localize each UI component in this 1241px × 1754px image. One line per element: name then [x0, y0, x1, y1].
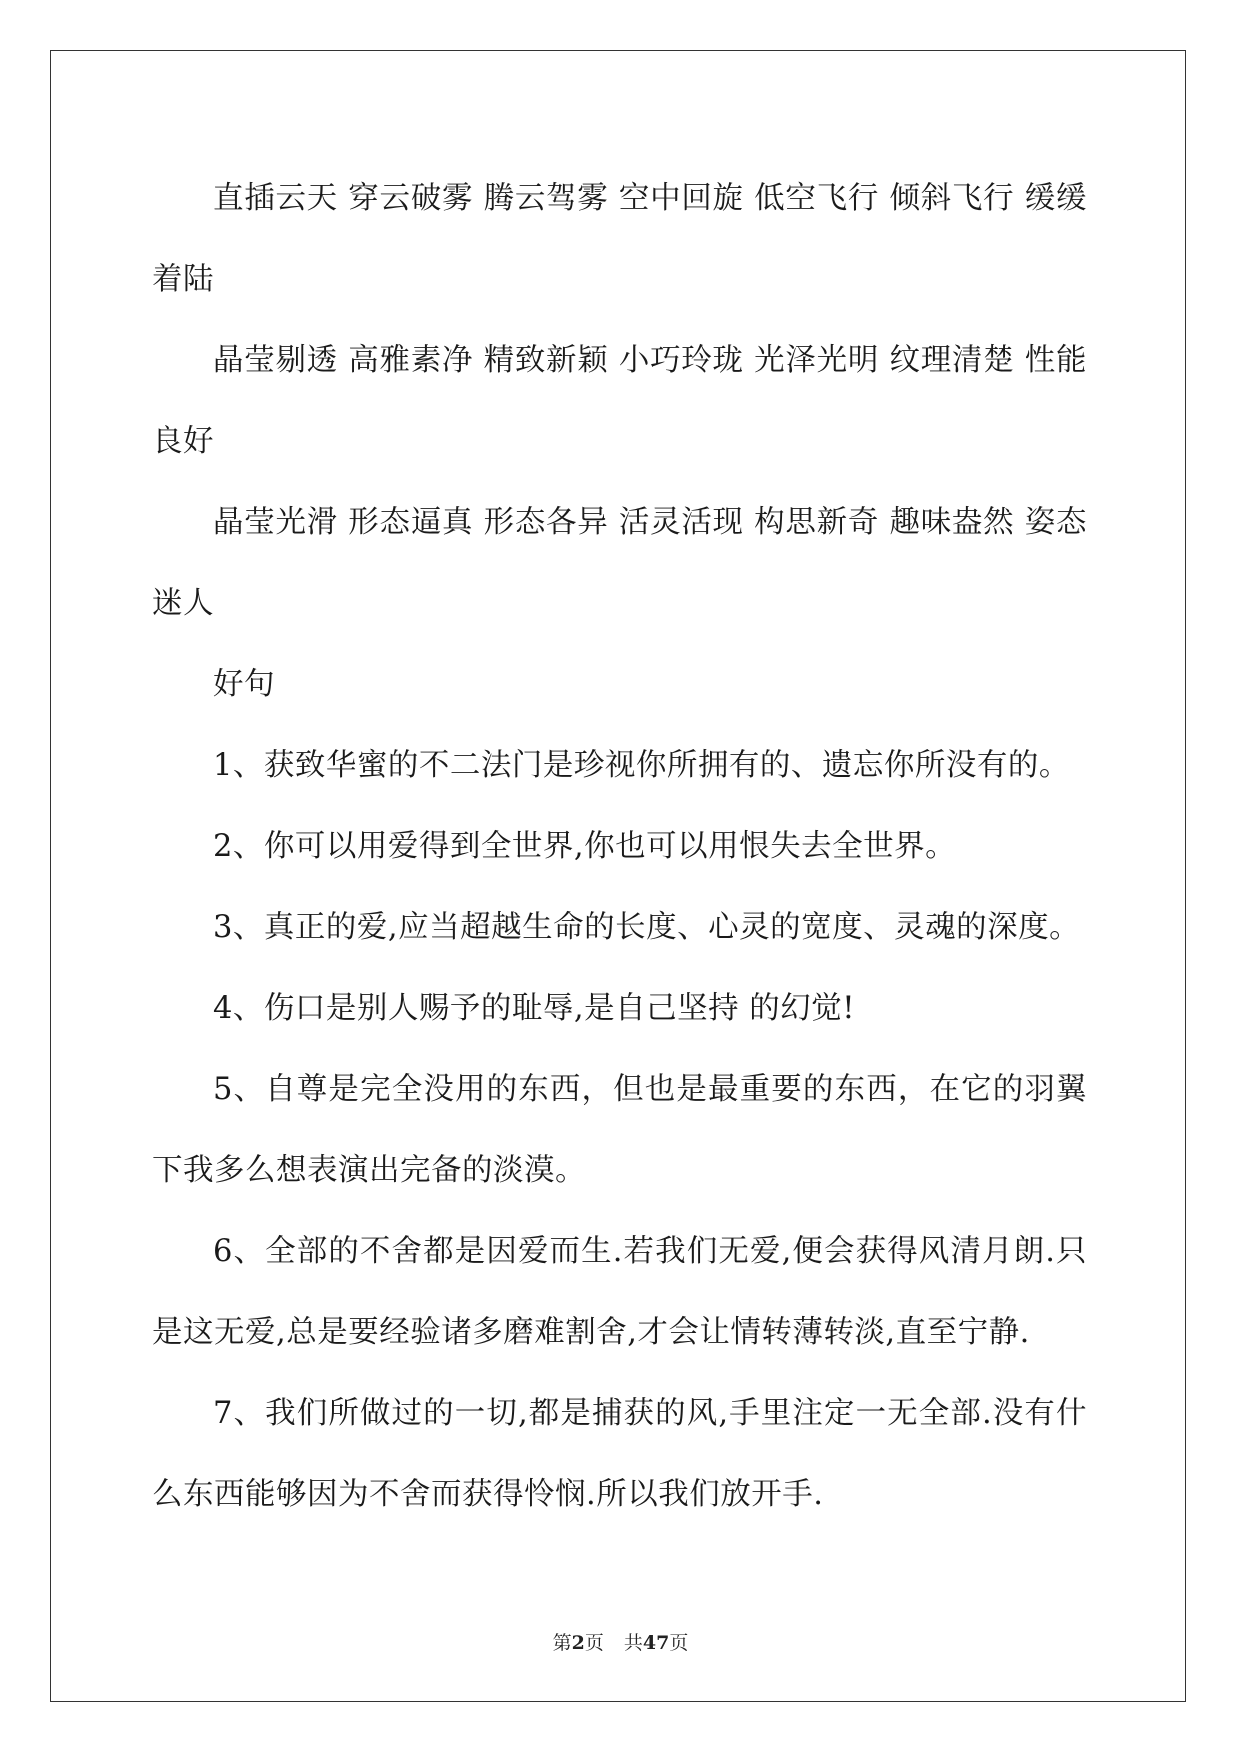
- sentence-7: 7、我们所做过的一切,都是捕获的风,手里注定一无全部.没有什么东西能够因为不舍而获得怜悯.所以我们放开手.: [152, 1396, 1087, 1512]
- section-heading-good-sentences: 好句: [213, 667, 275, 702]
- page-footer: [0, 1628, 1241, 1655]
- sentence-1: 1、获致华蜜的不二法门是珍视你所拥有的、遗忘你所没有的。: [213, 748, 1070, 783]
- page-suffix: 页: [584, 1632, 604, 1654]
- paragraph-crystal-words: 晶莹剔透 高雅素净 精致新颖 小巧玲珑 光泽光明 纹理清楚 性能良好: [152, 343, 1087, 459]
- document-body: [152, 158, 1087, 1535]
- sentence-4: 4、伤口是别人赐予的耻辱,是自己坚持 的幻觉!: [213, 991, 856, 1026]
- sentence-2: 2、你可以用爱得到全世界,你也可以用恨失去全世界。: [213, 829, 957, 864]
- page-prefix: 第: [552, 1632, 572, 1654]
- sentence-6: 6、全部的不舍都是因爱而生.若我们无爱,便会获得风清月朗.只是这无爱,总是要经验诸多磨难割舍,才会让情转薄转淡,直至宁静.: [152, 1234, 1087, 1350]
- page-number: 2: [571, 1632, 585, 1654]
- paragraph-shape-words: 晶莹光滑 形态逼真 形态各异 活灵活现 构思新奇 趣味盎然 姿态迷人: [152, 505, 1087, 621]
- sentence-5: 5、自尊是完全没用的东西，但也是最重要的东西，在它的羽翼下我多么想表演出完备的淡漠。: [152, 1072, 1087, 1188]
- total-pages: 47: [642, 1632, 670, 1654]
- total-prefix: 共: [623, 1632, 643, 1654]
- paragraph-flight-words: 直插云天 穿云破雾 腾云驾雾 空中回旋 低空飞行 倾斜飞行 缓缓着陆: [152, 181, 1087, 297]
- total-suffix: 页: [669, 1632, 689, 1654]
- sentence-3: 3、真正的爱,应当超越生命的长度、心灵的宽度、灵魂的深度。: [213, 910, 1081, 945]
